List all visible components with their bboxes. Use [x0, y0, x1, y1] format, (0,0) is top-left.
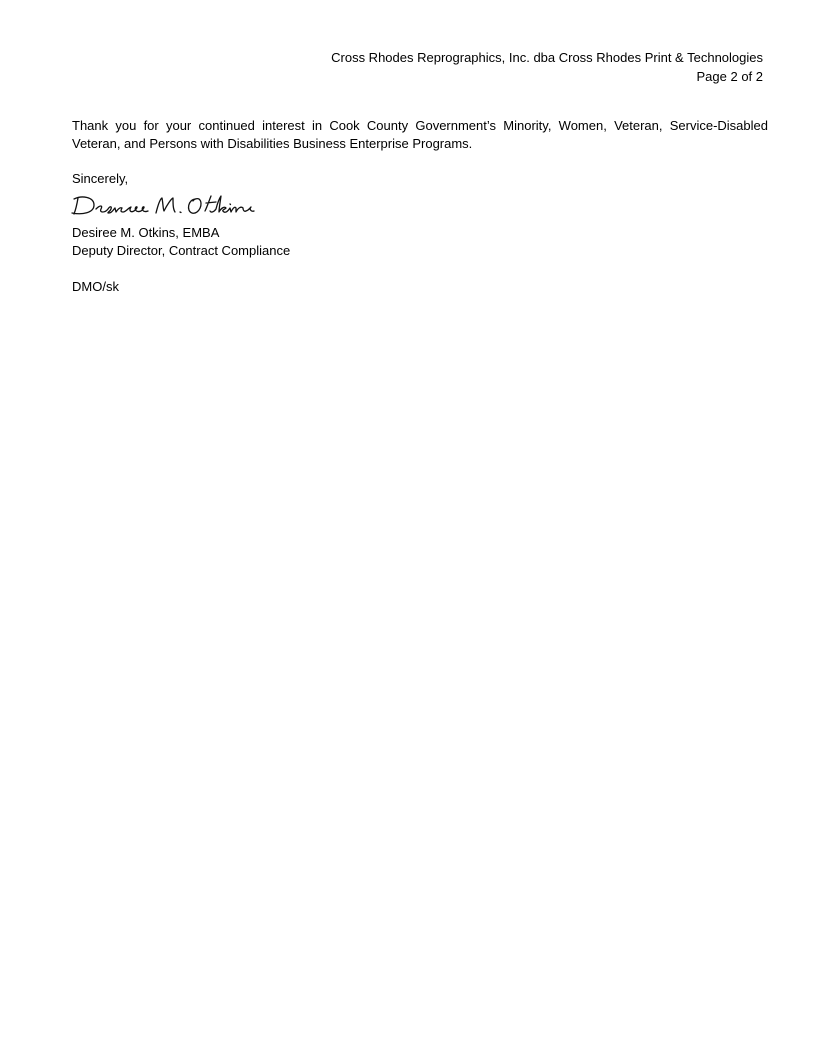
- handwritten-signature: [68, 191, 258, 219]
- header-company-name: Cross Rhodes Reprographics, Inc. dba Cross Rhodes Print & Technologies: [331, 50, 763, 65]
- signer-title: Deputy Director, Contract Compliance: [72, 243, 291, 258]
- reference-initials: DMO/sk: [72, 279, 119, 294]
- body-paragraph: Thank you for your continued interest in Cook County Government’s Minority, Women, Veteran, Service-Disabled Veteran, and Persons with Disabilities Business Enterprise Programs.: [72, 118, 768, 151]
- signer-name: Desiree M. Otkins, EMBA: [72, 225, 220, 240]
- signer-block: [72, 224, 290, 260]
- page-header: [243, 48, 763, 86]
- closing-salutation: Sincerely,: [72, 171, 129, 186]
- header-page-number: Page 2 of 2: [696, 69, 763, 84]
